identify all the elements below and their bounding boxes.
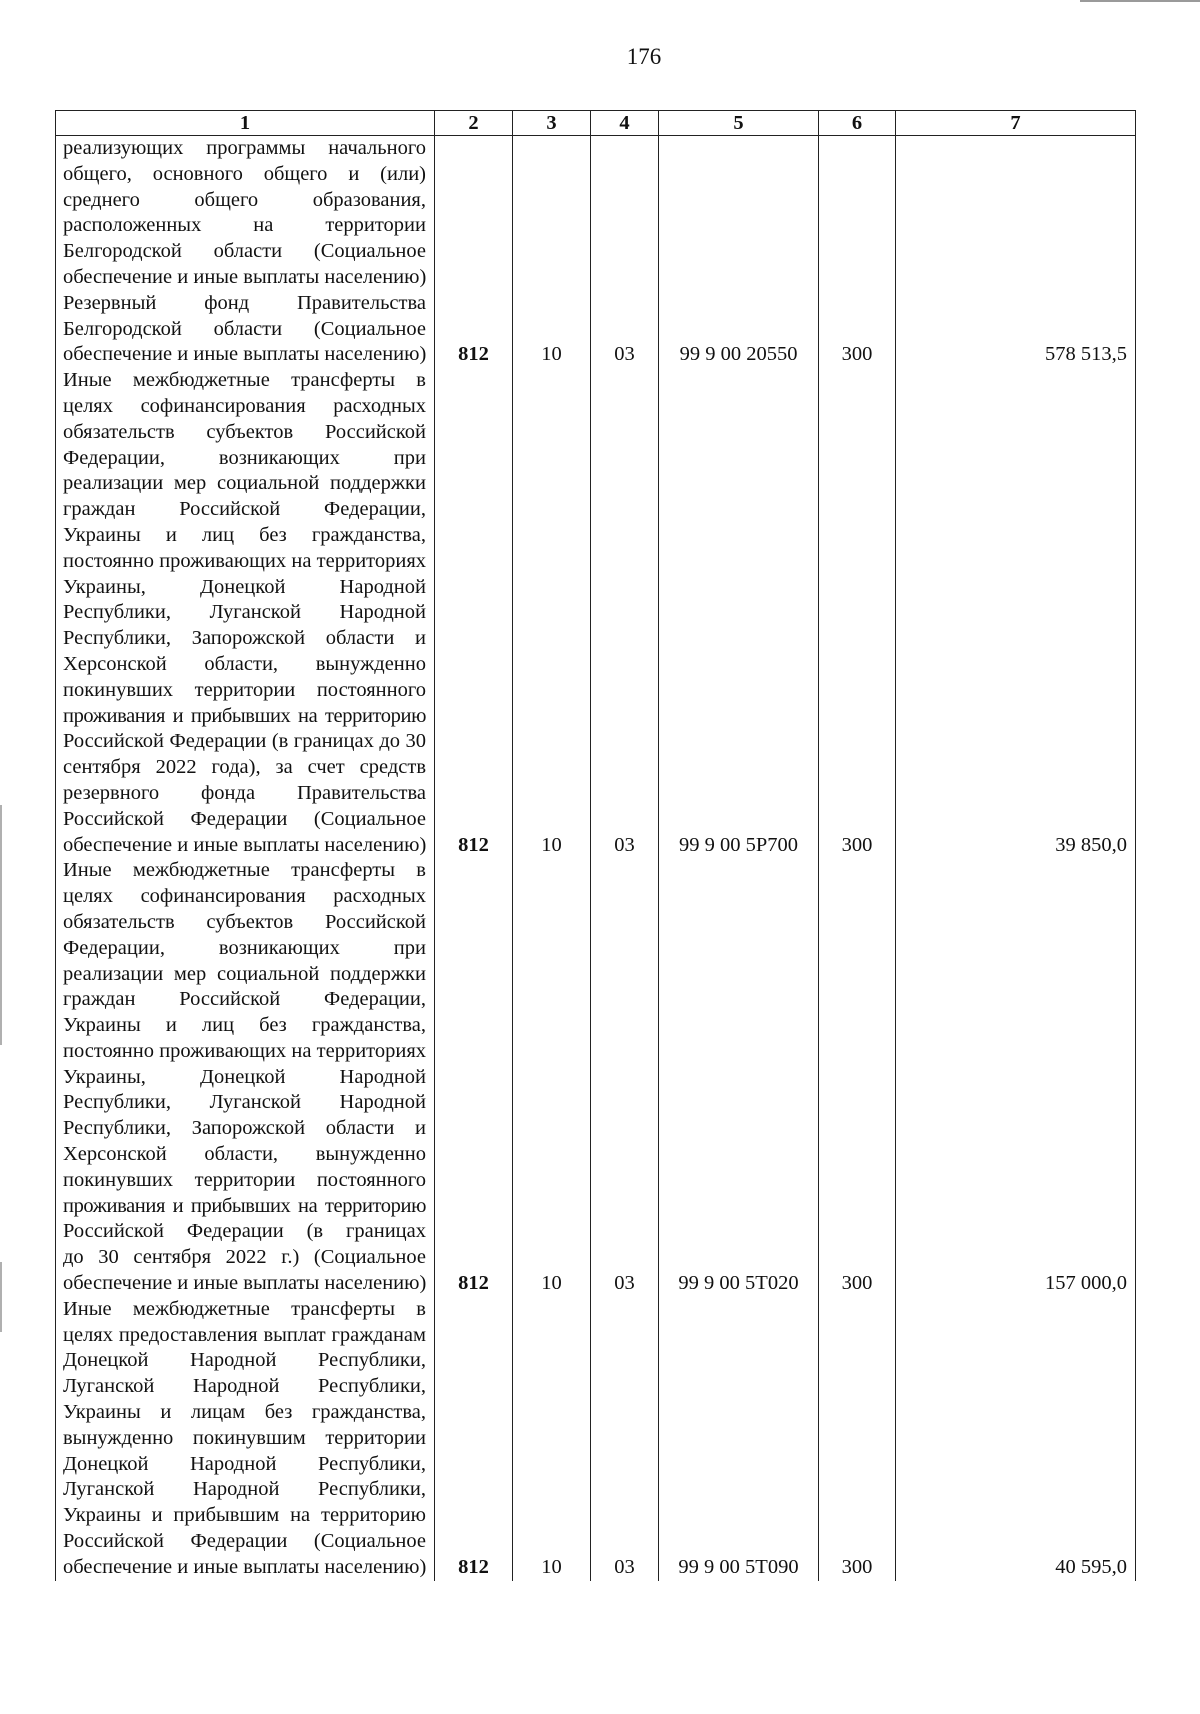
description-line: Республики, Запорожской области и	[63, 627, 426, 650]
description-line: резервного фонда Правительства	[63, 781, 426, 804]
row-description	[56, 858, 435, 1297]
target-article-code: 99 9 00 5Р700	[659, 368, 819, 858]
description-line: до 30 сентября 2022 г.) (Социальное	[63, 1246, 426, 1269]
description-line: обязательств субъектов Российской	[63, 420, 426, 443]
description-line: Российской Федерации (в границах до 30	[63, 730, 426, 753]
row-description	[56, 1297, 435, 1581]
description-line: Федерации, возникающих при	[63, 936, 426, 959]
description-line: Резервный фонд Правительства	[63, 291, 426, 314]
description-line: целях предоставления выплат гражданам	[63, 1323, 426, 1346]
table-row	[56, 368, 1136, 858]
description-line: Луганской Народной Республики,	[63, 1478, 426, 1501]
budget-table	[55, 110, 1136, 1581]
column-header-2: 2	[435, 111, 513, 136]
description-line: покинувших территории постоянного	[63, 678, 426, 701]
description-line: Украины и лиц без гражданства,	[63, 1014, 426, 1037]
description-line: Республики, Запорожской области и	[63, 1117, 426, 1140]
description-line: Республики, Луганской Народной	[63, 1091, 426, 1114]
description-line: Российской Федерации (в границах	[63, 1220, 426, 1243]
description-line: реализации мер социальной поддержки	[63, 472, 426, 495]
subsection-code: 03	[591, 858, 659, 1297]
description-line: Иные межбюджетные трансферты в	[63, 1297, 426, 1320]
description-line: обеспечение и иные выплаты населению)	[63, 833, 426, 856]
description-line: среднего общего образования,	[63, 188, 426, 211]
expense-type-code: 300	[819, 136, 896, 369]
description-line: обеспечение и иные выплаты населению)	[63, 1272, 426, 1295]
section-code: 10	[513, 368, 591, 858]
description-line: Херсонской области, вынужденно	[63, 652, 426, 675]
amount-value: 157 000,0	[896, 858, 1136, 1297]
subsection-code: 03	[591, 368, 659, 858]
column-header-4: 4	[591, 111, 659, 136]
row-description	[56, 368, 435, 858]
scan-margin-mark	[0, 805, 2, 1045]
description-line: Украины и лиц без гражданства,	[63, 523, 426, 546]
description-line: Украины, Донецкой Народной	[63, 575, 426, 598]
target-article-code: 99 9 00 5Т020	[659, 858, 819, 1297]
row-description	[56, 136, 435, 369]
top-edge-rule	[1080, 0, 1200, 2]
expense-type-code: 300	[819, 1297, 896, 1581]
description-line: расположенных на территории	[63, 214, 426, 237]
description-line: Российской Федерации (Социальное	[63, 1530, 426, 1553]
scan-margin-mark	[0, 1262, 2, 1332]
description-line: целях софинансирования расходных	[63, 394, 426, 417]
subsection-code: 03	[591, 136, 659, 369]
section-code: 10	[513, 858, 591, 1297]
amount-value: 39 850,0	[896, 368, 1136, 858]
section-code: 10	[513, 1297, 591, 1581]
description-line: Иные межбюджетные трансферты в	[63, 859, 426, 882]
description-line: Украины и прибывшим на территорию	[63, 1504, 426, 1527]
ministry-code: 812	[435, 136, 513, 369]
target-article-code: 99 9 00 20550	[659, 136, 819, 369]
description-line: обязательств субъектов Российской	[63, 910, 426, 933]
page-number: 176	[626, 44, 662, 69]
description-line: Белгородской области (Социальное	[63, 317, 426, 340]
target-article-code: 99 9 00 5Т090	[659, 1297, 819, 1581]
description-line: вынужденно покинувшим территории	[63, 1426, 426, 1449]
ministry-code: 812	[435, 1297, 513, 1581]
description-line: обеспечение и иные выплаты населению)	[63, 1555, 426, 1578]
description-line: постоянно проживающих на территориях	[63, 549, 426, 572]
description-line: Украины, Донецкой Народной	[63, 1065, 426, 1088]
description-line: проживания и прибывших на территорию	[63, 704, 426, 727]
column-header-3: 3	[513, 111, 591, 136]
column-header-6: 6	[819, 111, 896, 136]
description-line: обеспечение и иные выплаты населению)	[63, 343, 426, 366]
description-line: покинувших территории постоянного	[63, 1168, 426, 1191]
description-line: реализации мер социальной поддержки	[63, 962, 426, 985]
description-line: постоянно проживающих на территориях	[63, 1039, 426, 1062]
ministry-code: 812	[435, 858, 513, 1297]
description-line: Федерации, возникающих при	[63, 446, 426, 469]
description-line: проживания и прибывших на территорию	[63, 1194, 426, 1217]
table-row	[56, 1297, 1136, 1581]
description-line: сентября 2022 года), за счет средств	[63, 756, 426, 779]
amount-value: 578 513,5	[896, 136, 1136, 369]
column-header-7: 7	[896, 111, 1136, 136]
description-line: Республики, Луганской Народной	[63, 601, 426, 624]
column-header-5: 5	[659, 111, 819, 136]
column-header-1: 1	[56, 111, 435, 136]
description-line: реализующих программы начального	[63, 137, 426, 159]
description-line: обеспечение и иные выплаты населению)	[63, 265, 426, 288]
section-code: 10	[513, 136, 591, 369]
description-line: Белгородской области (Социальное	[63, 240, 426, 263]
table-row	[56, 858, 1136, 1297]
expense-type-code: 300	[819, 368, 896, 858]
description-line: Российской Федерации (Социальное	[63, 807, 426, 830]
description-line: целях софинансирования расходных	[63, 885, 426, 908]
description-line: Луганской Народной Республики,	[63, 1375, 426, 1398]
description-line: Донецкой Народной Республики,	[63, 1452, 426, 1475]
description-line: Херсонской области, вынужденно	[63, 1143, 426, 1166]
description-line: граждан Российской Федерации,	[63, 988, 426, 1011]
expense-type-code: 300	[819, 858, 896, 1297]
table-row	[56, 136, 1136, 369]
description-line: общего, основного общего и (или)	[63, 162, 426, 185]
subsection-code: 03	[591, 1297, 659, 1581]
description-line: Донецкой Народной Республики,	[63, 1349, 426, 1372]
description-line: Украины и лицам без гражданства,	[63, 1401, 426, 1424]
description-line: граждан Российской Федерации,	[63, 498, 426, 521]
table-header-row	[56, 111, 1136, 136]
description-line: Иные межбюджетные трансферты в	[63, 369, 426, 392]
amount-value: 40 595,0	[896, 1297, 1136, 1581]
ministry-code: 812	[435, 368, 513, 858]
